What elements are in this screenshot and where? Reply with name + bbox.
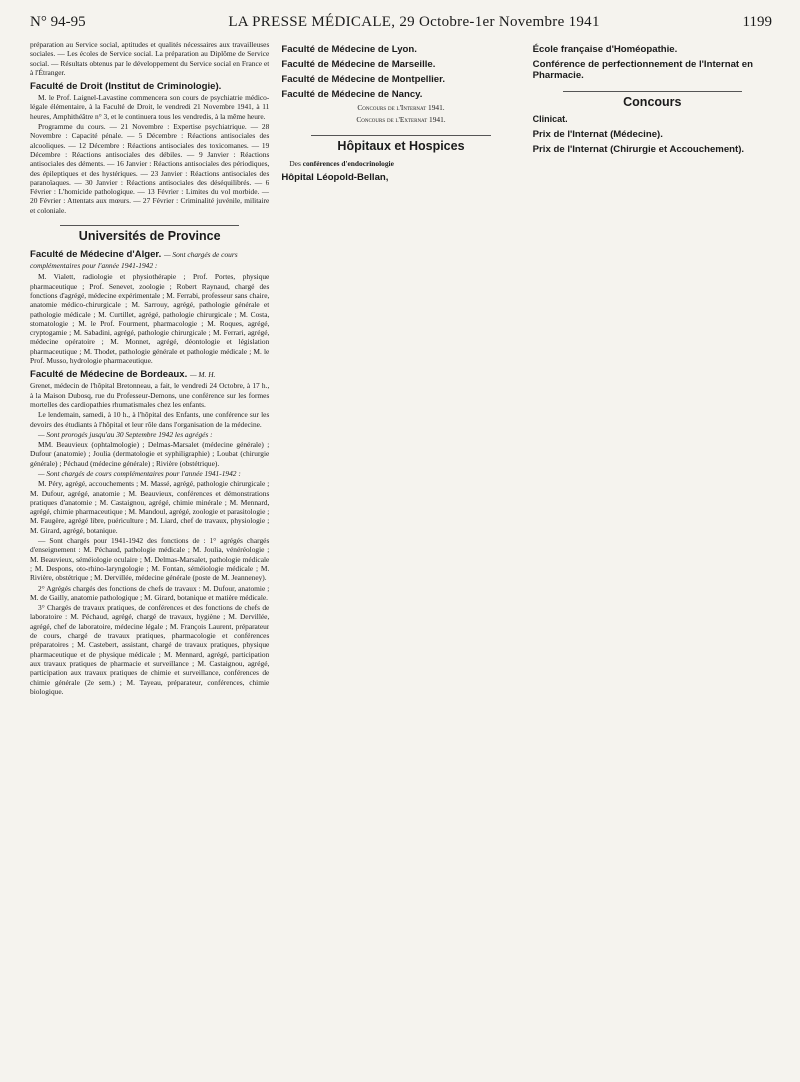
- endocrino-lead: Des: [289, 158, 301, 168]
- leopold-heading: Hôpital Léopold-Bellan,: [281, 172, 389, 184]
- clinicat-title: Clinicat.: [532, 114, 568, 125]
- montpellier-heading: Faculté de Médecine de Montpellier.: [281, 74, 445, 85]
- nancy-heading: Faculté de Médecine de Nancy.: [281, 89, 423, 100]
- column-middle: [279, 40, 520, 1080]
- bordeaux-p1: Grenet, médecin de l'hôpital Bretonneau, a fait, le vendredi 24 Octobre, à 17 h., à la Maison Dubosq, rue du Professeur-Demons, une conférence sur les formes mortelles des cardiopathies rhumatismales chez les enfants.: [30, 381, 270, 409]
- droit-heading: Faculté de Droit (Institut de Criminologie).: [30, 81, 222, 93]
- bordeaux-p6: M. Péry, agrégé, accouchements ; M. Massé, agrégé, pathologie chirurgicale ; M. Dufour, agrégé, anatomie ; M. Beauvieux, conférences et démonstrations pratiques d'anatomie ; M. Castaignou, agrégé, chimie minérale ; M. Mennard, agrégé, chimie pharmaceutique ; M. Mandoul, agrégé, zoologie et parasitologie ; M. Faugère, agrégé libre, puériculture ; M. Liard, chef de travaux, physiologie ; M. Girard, agrégé, botanique.: [30, 479, 270, 535]
- column-right: [531, 40, 772, 1080]
- page-header: [30, 14, 772, 36]
- bordeaux-p7: — Sont chargés pour 1941-1942 des fonctions de : 1° agrégés chargés d'enseignement : M. Péchaud, pathologie médicale ; M. Joulia, vénéréologie ; M. Beauvieux, séméiologie oculaire ; M. Delmas-Marsalet, pathologie médicale ; M. Despons, oto-rhino-laryngologie ; M. Fontan, séméiologie médicale ; M. Rivière, obstétrique ; M. Dervillée, médecine générale (poste de M. Jeanneney).: [30, 536, 270, 583]
- alger-tail: — Sont chargés de cours complémentaires pour l'année 1941-1942 :: [30, 250, 238, 271]
- droit-paragraph: M. le Prof. Laignel-Lavastine commencera son cours de psychiatrie médico-légale élémentaire, à la Faculté de Droit, le vendredi 21 Novembre 1941, à 11 heures, Amphithéâtre n° 3, et le continuera tous les vendredis, à la même heure.: [30, 93, 270, 121]
- prix-chir-heading: Prix de l'Internat (Chirurgie et Accouchement).: [532, 143, 745, 155]
- alger-title: Faculté de Médecine d'Alger.: [30, 249, 162, 261]
- hopitaux-heading: Hôpitaux et Hospices: [337, 138, 465, 153]
- section-rule: [311, 135, 490, 136]
- bordeaux-tail: — M. H.: [189, 370, 216, 380]
- bordeaux-p5: — Sont chargés de cours complémentaires pour l'année 1941-1942 :: [38, 468, 241, 478]
- bordeaux-heading: [30, 369, 269, 380]
- homeo-heading: École française d'Homéopathie.: [532, 44, 678, 55]
- publication-title: LA PRESSE MÉDICALE, 29 Octobre-1er Novembre 1941: [228, 14, 600, 30]
- clinicat-heading: [533, 115, 772, 124]
- bordeaux-p3: — Sont prorogés jusqu'au 30 Septembre 1942 les agrégés :: [38, 429, 213, 439]
- universites-heading: Universités de Province: [78, 229, 221, 244]
- endocrino-bold: conférences d'endocrinologie: [302, 158, 394, 168]
- prix-med-heading: Prix de l'Internat (Médecine).: [532, 128, 663, 140]
- page-number: 1199: [742, 14, 772, 30]
- bordeaux-title: Faculté de Médecine de Bordeaux.: [30, 369, 188, 381]
- columns: [30, 40, 772, 1080]
- bordeaux-p2: Le lendemain, samedi, à 10 h., à l'hôpital des Enfants, une conférence sur les devoirs des étudiants à l'hôpital et leur rôle dans l'organisation de la médecine.: [30, 410, 270, 429]
- section-rule: [563, 91, 742, 92]
- bordeaux-p4: MM. Beauvieux (ophtalmologie) ; Delmas-Marsalet (médecine générale) ; Dufour (anatomie) ; Joulia (dermatologie et syphiligraphie) ; Loubat (chirurgie générale) ; Péchaud (médecine générale) ; Rivière (obstétrique).: [30, 440, 270, 468]
- bordeaux-p9: 3° Chargés de travaux pratiques, de conférences et des fonctions de chefs de laboratoire : M. Péchaud, agrégé, chargé de travaux, hygiène ; M. Dervillée, agrégé, chef de laboratoire, médecine légale ; M. François Laurent, préparateur de cours, chargé de travaux pratiques, pharmacologie et conférences préparatoires ; M. Castebert, assistant, chargé de travaux pratiques, physique pharmaceutique et de physique médicale ; M. Mennard, agrégé, participation aux travaux pratiques de pharmacie et surveillance ; M. Castaignou, agrégé, participation aux travaux pratiques de chimie et surveillance, conférences de chimie générale (2e sem.) ; M. Tayeau, préparateur, conférences, chimie biologique.: [30, 603, 270, 696]
- externat-heading: Concours de l'Externat 1941.: [356, 115, 446, 125]
- perf-heading: Conférence de perfectionnement de l'Internat en Pharmacie.: [532, 59, 753, 81]
- marseille-heading: Faculté de Médecine de Marseille.: [281, 59, 436, 70]
- internat-heading: Concours de l'Internat 1941.: [357, 103, 445, 112]
- lyon-heading: Faculté de Médecine de Lyon.: [281, 44, 417, 55]
- alger-heading: [30, 249, 269, 271]
- alger-paragraph: M. Vialett, radiologie et physiothérapie ; Prof. Portes, physique pharmaceutique ; Prof. Senevet, zoologie ; Robert Raynaud, chargé des fonctions d'agrégé, médecine expérimentale ; M. Ferrabi, professeur sans chaire, anatomie médico-chirurgicale ; M. Sarrouy, agrégé, pathologie générale et pathologie médicale ; M. Curtillet, agrégé, pathologie chirurgicale ; M. Costa, stomatologie ; M. le Prof. Fourment, pharmacologie ; M. Roques, agrégé, cryptogamie ; M. Sabadini, agrégé, pathologie chirurgicale ; M. Ferrari, agrégé, médecine opératoire ; M. Monnet, agrégé, déontologie et législation pharmaceutique ; M. Thodet, pathologie générale et pathologie médicale ; M. le Prof. Musso, hydrologie pharmaceutique.: [30, 272, 270, 366]
- droit-program: Programme du cours. — 21 Novembre : Expertise psychiatrique. — 28 Novembre : Capacité pénale. — 5 Décembre : Réactions antisociales des alcooliques. — 12 Décembre : Réactions antisociales des toxicomanes. — 19 Décembre : Réactions antisociales des débiles. — 9 Janvier : Réactions antisociales des déments. — 16 Janvier : Réactions antisociales des périodiques, des épileptiques et des hystériques. — 23 Janvier : Réactions antisociales des paranoïaques. — 30 Janvier : Réactions antisociales des déséquilibrés. — 6 Février : L'homicide pathologique. — 13 Février : Limites du vol morbide. — 20 Février : Attentats aux mœurs. — 27 Février : Criminalité juvénile, militaire et coloniale.: [30, 122, 270, 215]
- bordeaux-p8: 2° Agrégés chargés des fonctions de chefs de travaux : M. Dufour, anatomie ; M. de Gailly, anatomie pathologique ; M. Girard, botanique et matière médicale.: [30, 583, 270, 602]
- concours-heading: Concours: [623, 95, 682, 109]
- intro-paragraph: préparation au Service social, aptitudes et qualités nécessaires aux travailleuses sociales. — Les écoles de Service social. La préparation au Diplôme de Service social. — Résultats obtenus par le développement du Service social en France et à l'Étranger.: [30, 40, 270, 77]
- section-rule: [60, 225, 239, 226]
- column-left: [30, 40, 269, 1080]
- endocrino-heading: [281, 159, 520, 168]
- issue-number: N° 94-95: [30, 14, 86, 30]
